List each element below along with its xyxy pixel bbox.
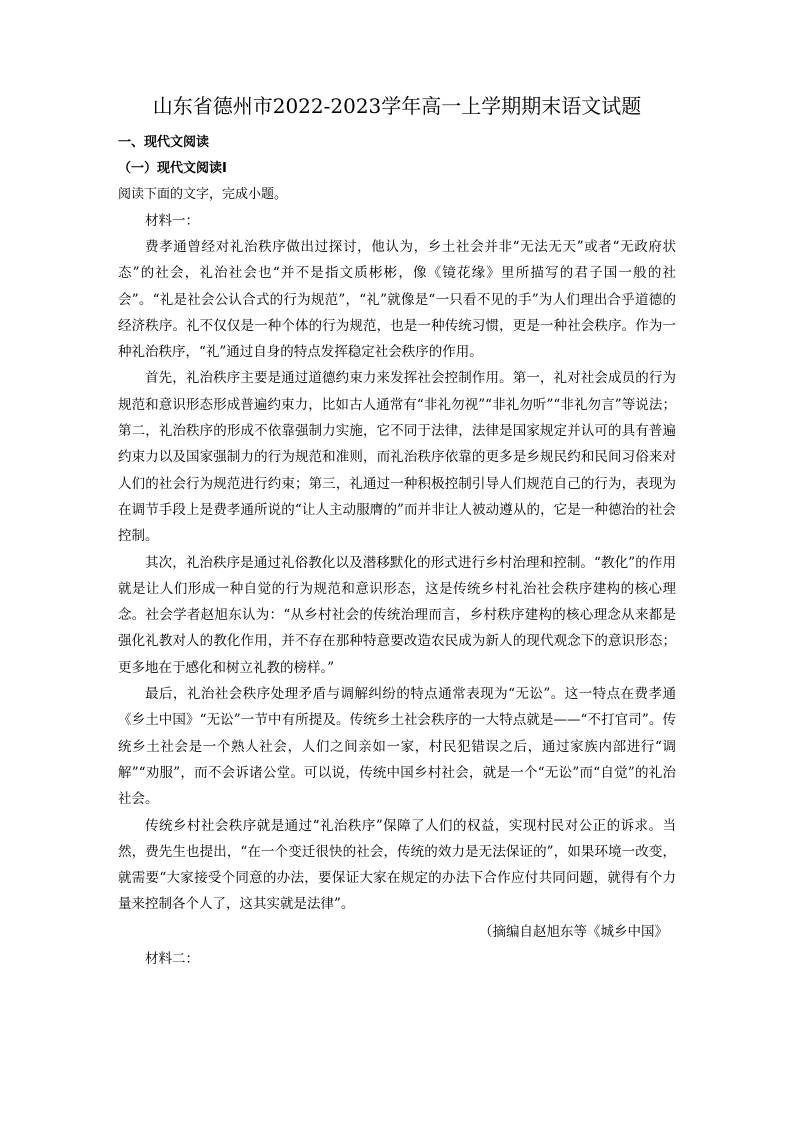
paragraph: 费孝通曾经对礼治秩序做出过探讨，他认为，乡土社会并非“无法无天”或者“无政府状态”的社会，礼治社会也“并不是指文质彬彬，像《镜花缘》里所描写的君子国一般的社会”。“礼是社会公认合式的行为规范”，“礼”就像是“一只看不见的手”为人们理出合乎道德的经济秩序。礼不仅仅是一种个体的行为规范，也是一种传统习惯，更是一种社会秩序。作为一种礼治秩序，“礼”通过自身的特点发挥稳定社会秩序的作用。 [118,239,676,361]
document-title: 山东省德州市2022-2023学年高一上学期期末语文试题 [152,94,642,118]
section-heading: 一、现代文阅读 [118,135,210,150]
paragraph: 其次，礼治秩序是通过礼俗教化以及潜移默化的形式进行乡村治理和控制。“教化”的作用就是让人们形成一种自觉的行为规范和意识形态，这是传统乡村礼治社会秩序建构的核心理念。社会学者赵旭东认为：“从乡村社会的传统治理而言，乡村秩序建构的核心理念从来都是强化礼教对人的教化作用，并不存在那种特意要改造农民成为新人的现代观念下的意识形态；更多地在于感化和树立礼教的榜样。” [118,554,676,676]
instruction-text: 阅读下面的文字，完成小题。 [118,187,288,202]
paragraph: 传统乡村社会秩序就是通过“礼治秩序”保障了人们的权益，实现村民对公正的诉求。当然，费先生也提出，“在一个变迁很快的社会，传统的效力是无法保证的”，如果环境一改变，就需要“大家接受个同意的办法，要保证大家在规定的办法下合作应付共同问题，就得有个力量来控制各个人了，这其实就是法律”。 [118,817,676,913]
subsection-heading: （一）现代文阅读Ⅰ [118,161,227,176]
paragraph: 首先，礼治秩序主要是通过道德约束力来发挥社会控制作用。第一，礼对社会成员的行为规范和意识形态形成普遍约束力，比如古人通常有“非礼勿视”“非礼勿听”“非礼勿言”等说法；第二，礼治秩序的形成不依靠强制力实施，它不同于法律，法律是国家规定并认可的具有普遍约束力以及国家强制力的行为规范和准则，而礼治秩序依靠的更多是乡规民约和民间习俗来对人们的社会行为规范进行约束；第三，礼通过一种积极控制引导人们规范自己的行为，表现为在调节手段上是费孝通所说的“让人主动服膺的”而并非让人被动遵从的，它是一种德治的社会控制。 [118,370,676,545]
paragraph: 最后，礼治社会秩序处理矛盾与调解纠纷的特点通常表现为“无讼”。这一特点在费孝通《乡土中国》“无讼”一节中有所提及。传统乡土社会秩序的一大特点就是——“不打官司”。传统乡土社会是一个熟人社会，人们之间亲如一家，村民犯错误之后，通过家族内部进行“调解”“劝服”，而不会诉诸公堂。可以说，传统中国乡村社会，就是一个“无讼”而“自觉”的礼治社会。 [118,686,676,808]
material-2-label: 材料二： [145,950,199,967]
source-citation: （摘编自赵旭东等《城乡中国》 [479,923,668,940]
material-1-label: 材料一： [145,213,199,229]
